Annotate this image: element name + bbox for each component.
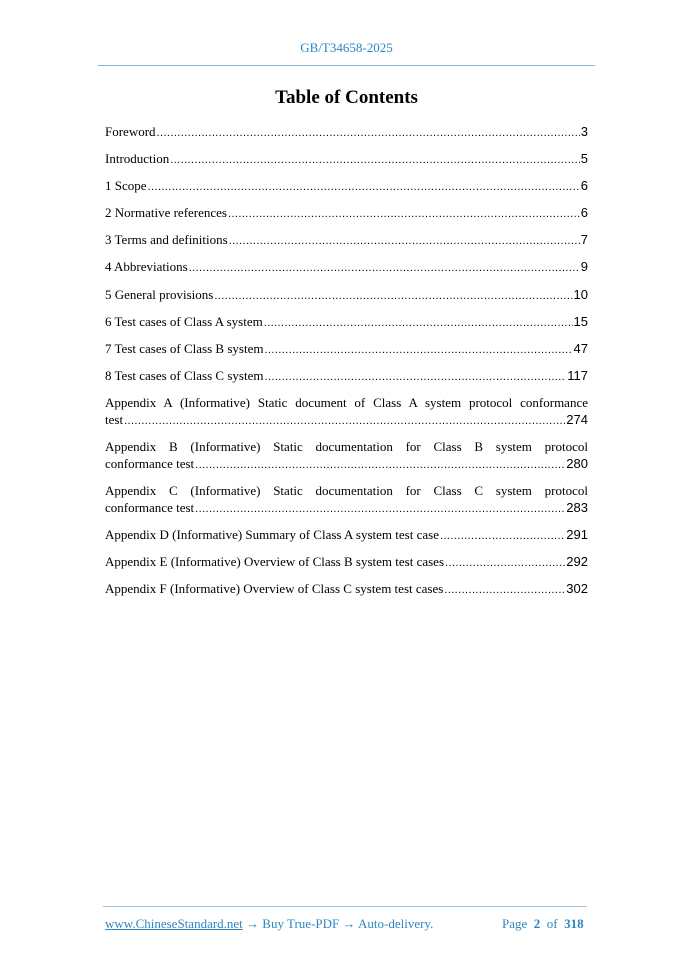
toc-page-number: 7 bbox=[580, 232, 588, 248]
toc-entry-text-line1: Appendix A (Informative) Static document of Class A system protocol conformance bbox=[105, 394, 588, 410]
toc-entry-text: 3 Terms and definitions bbox=[105, 232, 228, 248]
toc-entry-text: Foreword bbox=[105, 124, 156, 139]
toc-page-number: 274 bbox=[566, 411, 588, 427]
page-of-label: of bbox=[546, 916, 558, 931]
toc-entry-text: Introduction bbox=[105, 151, 170, 167]
website-link[interactable]: www.ChineseStandard.net bbox=[105, 916, 243, 931]
standard-code-header: GB/T34658-2025 bbox=[300, 40, 393, 55]
toc-page-number: 117 bbox=[567, 367, 588, 383]
toc-page-number: 15 bbox=[573, 313, 588, 329]
toc-entry-class-c-test-cases[interactable] bbox=[105, 367, 588, 386]
toc-entry-text-line1: Appendix B (Informative) Static documentation for Class B system protocol bbox=[105, 439, 588, 455]
dot-leader bbox=[195, 457, 565, 474]
toc-entry-text: 4 Abbreviations bbox=[105, 259, 188, 275]
dot-leader bbox=[228, 206, 580, 223]
footer-divider bbox=[103, 906, 587, 907]
table-of-contents bbox=[105, 123, 588, 608]
header-divider bbox=[98, 65, 595, 66]
toc-page-number: 292 bbox=[566, 554, 588, 570]
page-indicator bbox=[502, 916, 584, 932]
toc-entry-text-line1: Appendix C (Informative) Static documentation for Class C system protocol bbox=[105, 483, 588, 499]
toc-entry-text: 2 Normative references bbox=[105, 205, 227, 221]
toc-page-number: 9 bbox=[580, 259, 588, 275]
arrow-right-icon: → bbox=[339, 916, 359, 931]
toc-entry-abbreviations[interactable] bbox=[105, 258, 588, 277]
toc-entry-text: Appendix E (Informative) Overview of Class B system test cases bbox=[105, 554, 445, 570]
toc-page-number: 47 bbox=[573, 340, 588, 356]
toc-page-number: 6 bbox=[580, 178, 588, 194]
toc-page-number: 10 bbox=[573, 286, 588, 302]
dot-leader bbox=[445, 555, 565, 572]
toc-entry-terms-and-definitions[interactable] bbox=[105, 231, 588, 250]
dot-leader bbox=[189, 260, 580, 277]
dot-leader bbox=[124, 413, 565, 430]
toc-page-number: 283 bbox=[566, 500, 588, 516]
toc-entry-appendix-b[interactable] bbox=[105, 438, 588, 474]
total-pages-number: 318 bbox=[564, 916, 584, 931]
dot-leader bbox=[264, 369, 566, 386]
toc-entry-text: 6 Test cases of Class A system bbox=[105, 313, 263, 329]
toc-entry-appendix-a[interactable] bbox=[105, 394, 588, 430]
toc-entry-appendix-f[interactable] bbox=[105, 580, 588, 599]
toc-entry-text: 7 Test cases of Class B system bbox=[105, 340, 264, 356]
toc-entry-text: 1 Scope bbox=[105, 178, 147, 194]
toc-entry-introduction[interactable] bbox=[105, 150, 588, 169]
toc-entry-text-line2: conformance test bbox=[105, 456, 195, 472]
toc-entry-scope[interactable] bbox=[105, 177, 588, 196]
toc-page-number: 3 bbox=[580, 124, 588, 139]
dot-leader bbox=[444, 582, 565, 599]
arrow-right-icon: → bbox=[242, 916, 263, 931]
dot-leader bbox=[170, 152, 580, 169]
current-page-number: 2 bbox=[533, 916, 541, 931]
toc-entry-general-provisions[interactable] bbox=[105, 286, 588, 305]
toc-entry-text: 5 General provisions bbox=[105, 286, 214, 302]
buy-pdf-text: Buy True-PDF bbox=[262, 916, 340, 931]
dot-leader bbox=[440, 528, 565, 545]
page-title: Table of Contents bbox=[275, 87, 418, 108]
toc-page-number: 6 bbox=[580, 205, 588, 221]
toc-entry-text-line2: test bbox=[105, 411, 124, 427]
toc-page-number: 5 bbox=[580, 151, 588, 167]
toc-entry-class-a-test-cases[interactable] bbox=[105, 313, 588, 332]
dot-leader bbox=[264, 315, 573, 332]
dot-leader bbox=[264, 342, 572, 359]
auto-delivery-text: Auto-delivery. bbox=[358, 916, 434, 931]
toc-entry-appendix-e[interactable] bbox=[105, 553, 588, 572]
toc-entry-appendix-c[interactable] bbox=[105, 482, 588, 518]
toc-page-number: 291 bbox=[566, 527, 588, 543]
dot-leader bbox=[229, 233, 580, 250]
dot-leader bbox=[157, 125, 580, 142]
dot-leader bbox=[214, 288, 572, 305]
page-label: Page bbox=[502, 916, 528, 931]
toc-entry-appendix-d[interactable] bbox=[105, 526, 588, 545]
dot-leader bbox=[148, 179, 580, 196]
toc-entry-text: 8 Test cases of Class C system bbox=[105, 367, 264, 383]
toc-entry-class-b-test-cases[interactable] bbox=[105, 340, 588, 359]
toc-entry-text: Appendix D (Informative) Summary of Class A system test case bbox=[105, 527, 439, 543]
dot-leader bbox=[195, 501, 565, 518]
toc-page-number: 280 bbox=[566, 456, 588, 472]
toc-entry-normative-references[interactable] bbox=[105, 204, 588, 223]
toc-entry-foreword[interactable] bbox=[105, 123, 588, 142]
footer-promo bbox=[105, 916, 433, 932]
toc-entry-text-line2: conformance test bbox=[105, 500, 195, 516]
toc-page-number: 302 bbox=[566, 581, 588, 597]
toc-entry-text: Appendix F (Informative) Overview of Class C system test cases bbox=[105, 581, 444, 597]
